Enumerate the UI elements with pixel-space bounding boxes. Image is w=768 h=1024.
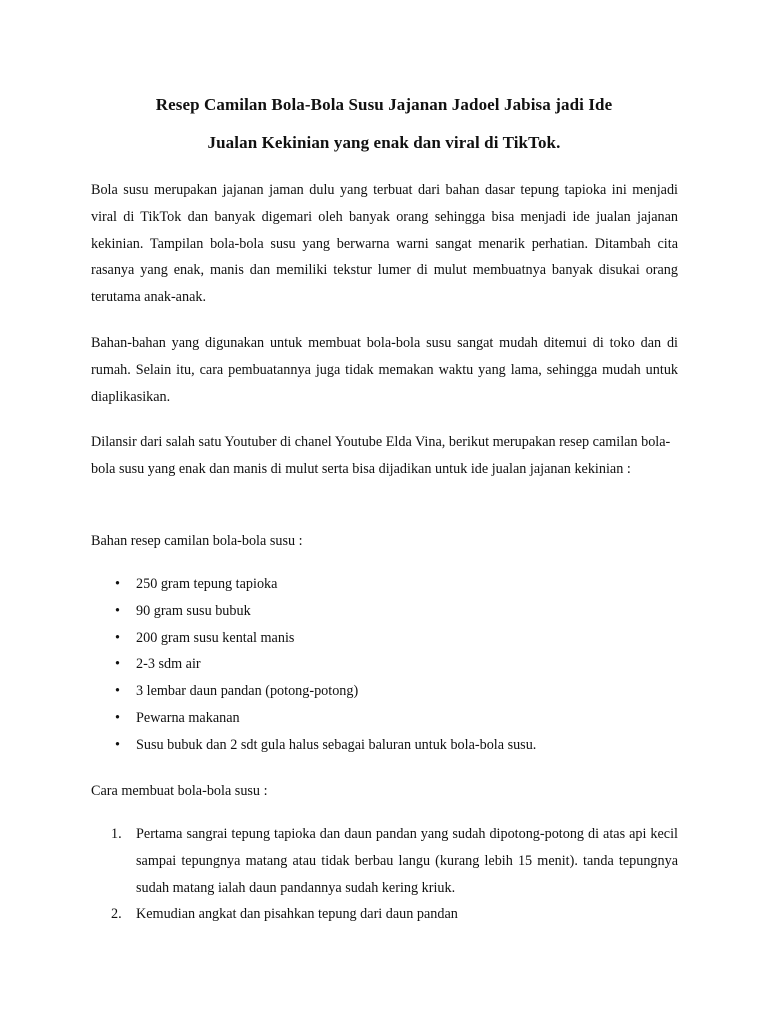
bullet-icon: • [115,683,120,700]
list-item [91,901,678,928]
ingredient-text: 250 gram tepung tapioka [136,576,278,592]
ingredients-list [91,571,678,759]
step-number: 2. [111,906,122,923]
steps-list [91,821,678,928]
list-item [91,598,678,625]
document-title-line-2: Jualan Kekinian yang enak dan viral di TikTok. [207,133,561,152]
bullet-icon: • [115,709,120,726]
ingredient-text: 200 gram susu kental manis [136,629,295,646]
intro-paragraph: Bola susu merupakan jajanan jaman dulu yang terbuat dari bahan dasar tepung tapioka ini menjadi viral di TikTok dan banyak digemari oleh banyak orang sehingga bisa menjadi ide jualan jajanan kekinian. Tampilan bola-bola susu yang berwarna warni sangat menarik perhatian. Ditambah cita rasanya yang enak, manis dan memiliki tekstur lumer di mulut membuatnya banyak disukai orang terutama anak-anak. [91,182,678,306]
list-item [91,732,678,759]
list-item [91,651,678,678]
ingredient-text: Pewarna makanan [136,709,240,726]
ingredient-text: 2-3 sdm air [136,656,201,673]
bullet-icon: • [115,602,120,619]
steps-heading: Cara membuat bola-bola susu : [91,783,268,799]
bullet-icon: • [115,736,120,753]
ingredient-text: Susu bubuk dan 2 sdt gula halus sebagai baluran untuk bola-bola susu. [136,736,537,753]
bullet-icon: • [115,656,120,673]
bullet-icon: • [115,629,120,646]
document-title-line-1: Resep Camilan Bola-Bola Susu Jajanan Jadoel Jabisa jadi Ide [155,95,613,114]
ingredients-availability-paragraph: Bahan-bahan yang digunakan untuk membuat bola-bola susu sangat mudah ditemui di toko dan di rumah. Selain itu, cara pembuatannya juga tidak memakan waktu yang lama, sehingga mudah untuk diaplikasikan. [91,335,678,405]
step-text: Kemudian angkat dan pisahkan tepung dari daun pandan [136,906,458,923]
list-item [91,705,678,732]
list-item [91,625,678,652]
bullet-icon: • [115,576,120,592]
list-item [91,678,678,705]
step-text: Pertama sangrai tepung tapioka dan daun pandan yang sudah dipotong-potong di atas api kecil sampai tepungnya matang atau tidak berbau langu (kurang lebih 15 menit). tanda tepungnya sudah matang ialah daun pandannya sudah kering kriuk. [136,826,678,896]
list-item [91,571,678,598]
ingredient-text: 90 gram susu bubuk [136,602,251,619]
list-item [91,821,678,901]
step-number: 1. [111,826,122,842]
source-paragraph: Dilansir dari salah satu Youtuber di chanel Youtube Elda Vina, berikut merupakan resep camilan bola-bola susu yang enak dan manis di mulut serta bisa dijadikan untuk ide jualan jajanan kekinian : [91,434,671,477]
ingredients-heading: Bahan resep camilan bola-bola susu : [91,533,303,549]
ingredient-text: 3 lembar daun pandan (potong-potong) [136,683,359,700]
